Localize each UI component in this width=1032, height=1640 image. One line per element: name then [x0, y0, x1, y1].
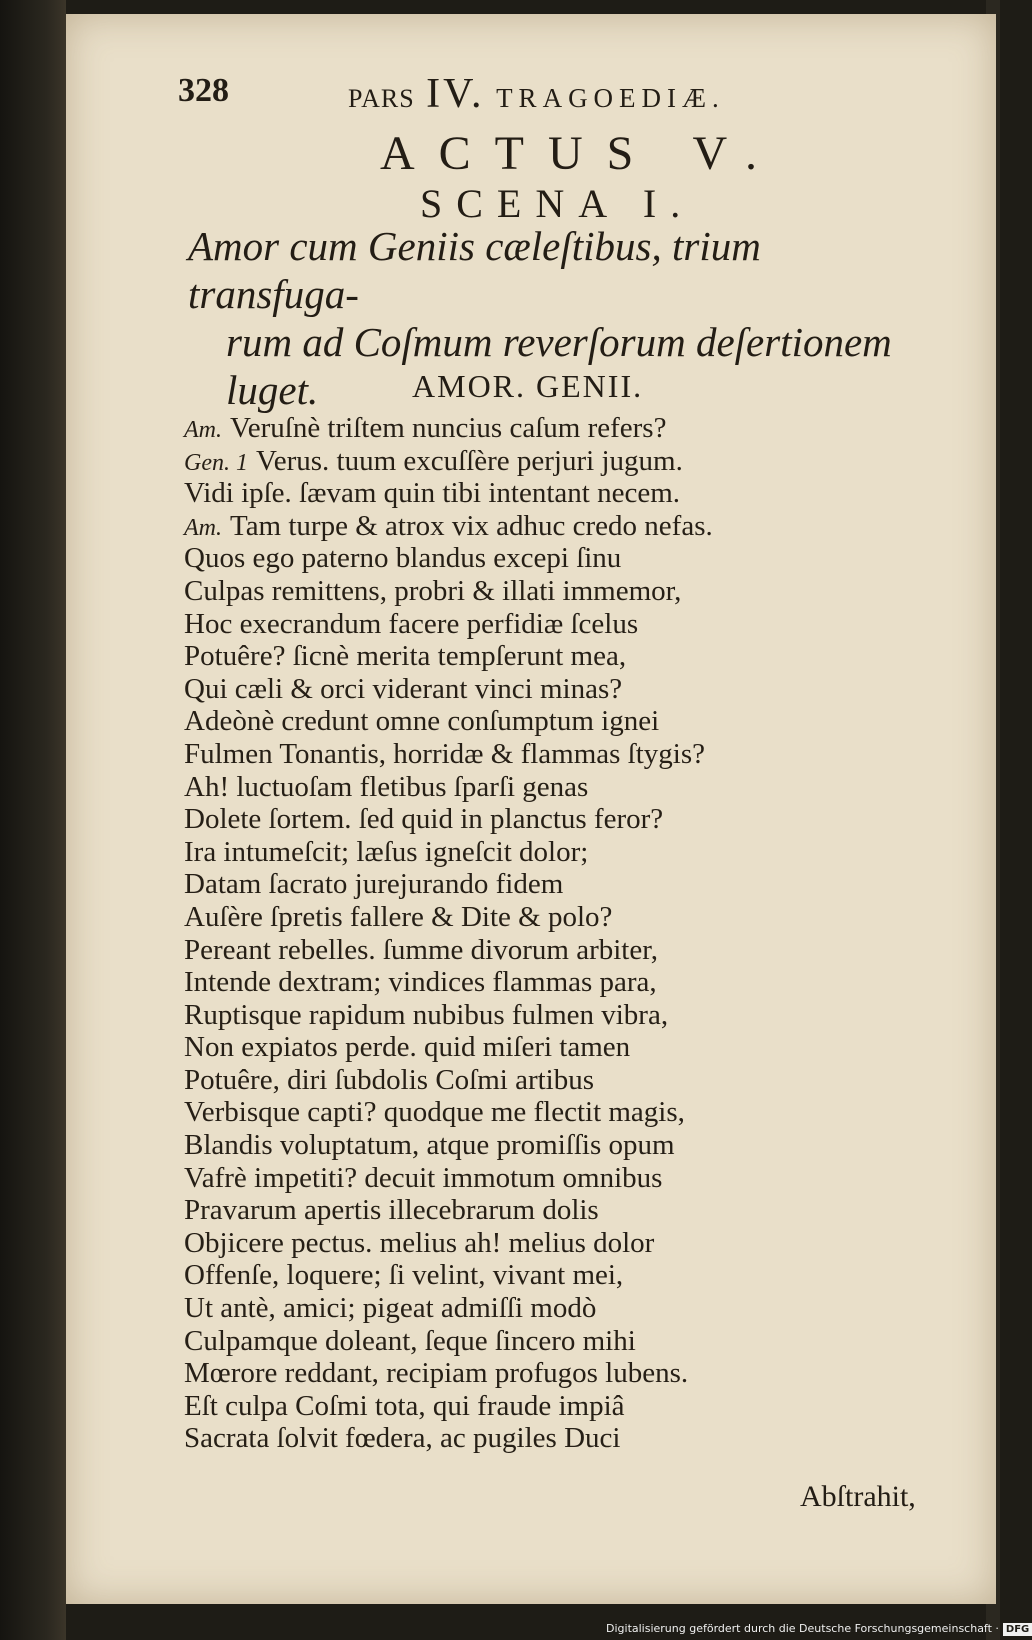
verse-line	[184, 1162, 904, 1195]
verse-text: Auſère ſpretis fallere & Dite & polo?	[184, 900, 613, 933]
speaker-label: Am.	[184, 514, 222, 541]
verse-text: Ut antè, amici; pigeat admiſſi modò	[184, 1292, 597, 1325]
verse-block	[184, 412, 904, 1455]
book-gutter	[0, 0, 66, 1640]
verse-line	[184, 1422, 904, 1455]
catchword: Abſtrahit,	[800, 1480, 916, 1513]
verse-text: Pravarum apertis illecebrarum dolis	[184, 1194, 599, 1227]
argument-line: Amor cum Geniis cæleſtibus, trium transfuga-	[188, 223, 761, 317]
verse-line	[184, 412, 904, 445]
verse-text: Hoc execrandum facere perfidiæ ſcelus	[184, 607, 639, 640]
verse-line	[184, 1194, 904, 1227]
verse-text: Blandis voluptatum, atque promiſſis opum	[184, 1129, 675, 1162]
verse-text: Mœrore reddant, recipiam profugos lubens.	[184, 1357, 689, 1390]
speaker-label: Gen. 1	[184, 449, 248, 476]
verse-line	[184, 738, 904, 771]
verse-text: Culpamque doleant, ſeque ſincero mihi	[184, 1324, 636, 1357]
verse-text: Verbisque capti? quodque me flectit magis,	[184, 1096, 685, 1129]
verse-line	[184, 673, 904, 706]
running-title-pars: PARS	[348, 84, 415, 113]
verse-text: Ruptisque rapidum nubibus fulmen vibra,	[184, 998, 669, 1031]
verse-line	[184, 1129, 904, 1162]
verse-line	[184, 966, 904, 999]
verse-line	[184, 771, 904, 804]
verse-text: Tam turpe & atrox vix adhuc credo nefas.	[230, 509, 713, 542]
verse-line	[184, 1259, 904, 1292]
running-title-part: IV.	[426, 71, 485, 117]
verse-text: Potuêre? ſicnè merita tempſerunt mea,	[184, 640, 627, 673]
verse-text: Culpas remittens, probri & illati immemor,	[184, 574, 682, 607]
verse-line	[184, 901, 904, 934]
verse-text: Objicere pectus. melius ah! melius dolor	[184, 1226, 655, 1259]
page-number: 328	[178, 72, 229, 109]
digitization-footer	[606, 1622, 1030, 1638]
verse-line	[184, 608, 904, 641]
verse-text: Fulmen Tonantis, horridæ & flammas ſtygis?	[184, 737, 706, 770]
argument-line: luget.	[226, 367, 319, 413]
verse-text: Ira intumeſcit; læſus igneſcit dolor;	[184, 835, 589, 868]
verse-line	[184, 1390, 904, 1423]
verse-line	[184, 575, 904, 608]
verse-line	[184, 868, 904, 901]
verse-line	[184, 1031, 904, 1064]
verse-text: Vafrè impetiti? decuit immotum omnibus	[184, 1161, 663, 1194]
verse-text: Eſt culpa Coſmi tota, qui fraude impiâ	[184, 1389, 625, 1422]
verse-line	[184, 477, 904, 510]
speaker-label: Am.	[184, 417, 222, 443]
verse-text: Non expiatos perde. quid miſeri tamen	[184, 1031, 631, 1064]
verse-line	[184, 445, 904, 478]
verse-line	[184, 640, 904, 673]
verse-line	[184, 803, 904, 836]
verse-line	[184, 1096, 904, 1129]
verse-line	[184, 1325, 904, 1358]
dfg-logo: DFG	[1003, 1623, 1032, 1636]
verse-text: Qui cæli & orci viderant vinci minas?	[184, 672, 623, 705]
verse-line	[184, 1292, 904, 1325]
verse-line	[184, 1227, 904, 1260]
dramatis-personae: AMOR. GENII.	[412, 368, 644, 404]
verse-line	[184, 999, 904, 1032]
verse-text: Dolete ſortem. ſed quid in planctus feror?	[184, 803, 664, 836]
verse-text: Adeònè credunt omne conſumptum ignei	[184, 705, 660, 738]
verse-line	[184, 836, 904, 869]
verse-text: Veruſnè triſtem nuncius caſum refers?	[230, 412, 667, 444]
verse-line	[184, 542, 904, 575]
verse-line	[184, 1357, 904, 1390]
verse-text: Quos ego paterno blandus excepi ſinu	[184, 542, 622, 575]
verse-text: Sacrata ſolvit fœdera, ac pugiles Duci	[184, 1422, 621, 1455]
verse-line	[184, 934, 904, 967]
verse-text: Intende dextram; vindices flammas para,	[184, 966, 657, 999]
verse-line	[184, 510, 904, 543]
running-title	[348, 70, 725, 118]
footer-text: Digitalisierung gefördert durch die Deutsche Forschungsgemeinschaft ·	[606, 1622, 999, 1635]
verse-text: Vidi ipſe. ſævam quin tibi intentant necem.	[184, 477, 681, 510]
verse-line	[184, 705, 904, 738]
verse-text: Ah! luctuoſam fletibus ſparſi genas	[184, 770, 589, 803]
verse-text: Datam ſacrato jurejurando fidem	[184, 868, 564, 901]
verse-text: Pereant rebelles. ſumme divorum arbiter,	[184, 933, 658, 966]
verse-line	[184, 1064, 904, 1097]
running-title-tragoediae: TRAGOEDIÆ.	[496, 83, 725, 113]
verse-text: Verus. tuum excuſſère perjuri jugum.	[255, 444, 683, 477]
scene-heading: SCENA I.	[420, 181, 695, 226]
verse-text: Offenſe, loquere; ſi velint, vivant mei,	[184, 1259, 624, 1292]
act-heading: ACTUS V.	[380, 127, 781, 180]
verse-text: Potuêre, diri ſubdolis Coſmi artibus	[184, 1063, 595, 1096]
argument-line: rum ad Coſmum reverſorum deſertionem	[226, 319, 892, 365]
